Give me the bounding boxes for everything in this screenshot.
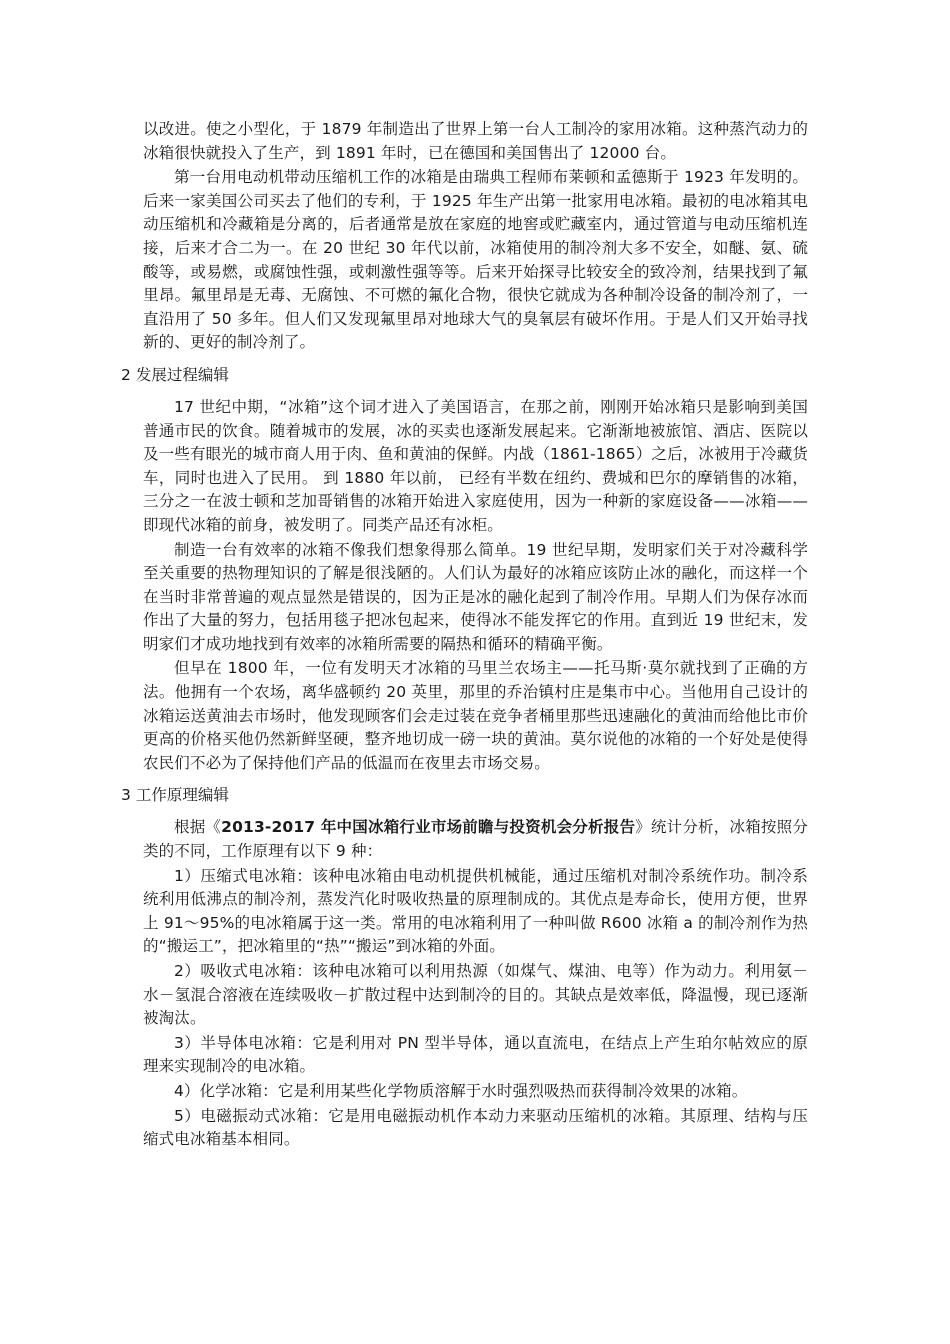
intro-text-after: 》统计分析，冰箱按照分类的不同，工作原理有以下 9 种： [143, 818, 808, 861]
principle-item-compression: 1）压缩式电冰箱：该种电冰箱由电动机提供机械能，通过压缩机对制冷系统作功。制冷系统利用低沸点的制冷剂，蒸发汽化时吸收热量的原理制成的。其优点是寿命长，使用方便，世界上 91～95%的电冰箱属于这一类。常用的电冰箱利用了一种叫做 R600 冰箱 a 的制冷剂作为热的“搬运工”，把冰箱里的“热”“搬运”到冰箱的外面。 [143, 866, 808, 956]
section-title: 工作原理 [135, 786, 198, 805]
section-number: 3 [121, 786, 131, 805]
principle-item-absorption: 2）吸收式电冰箱：该种电冰箱可以利用热源（如煤气、煤油、电等）作为动力。利用氨－水－氢混合溶液在连续吸收－扩散过程中达到制冷的目的。其缺点是效率低，降温慢，现已逐渐被淘汰。 [143, 962, 808, 1028]
intro-paragraph-continuation: 以改进。使之小型化，于 1879 年制造出了世界上第一台人工制冷的家用冰箱。这种蒸汽动力的冰箱很快就投入了生产，到 1891 年时，已在德国和美国售出了 12000 台。 [143, 120, 808, 162]
principle-item-semiconductor: 3）半导体电冰箱：它是利用对 PN 型半导体，通以直流电，在结点上产生珀尔帖效应的原理来实现制冷的电冰箱。 [143, 1033, 808, 1076]
intro-text-before: 根据《 [174, 818, 222, 837]
principle-item-electromagnetic: 5）电磁振动式冰箱：它是用电磁振动机作本动力来驱动压缩机的冰箱。其原理、结构与压缩式电冰箱基本相同。 [143, 1106, 808, 1149]
section-number: 2 [121, 365, 131, 384]
edit-link[interactable]: 编辑 [197, 786, 229, 805]
edit-link[interactable]: 编辑 [197, 365, 229, 384]
development-paragraph: 制造一台有效率的冰箱不像我们想象得那么简单。19 世纪早期，发明家们关于对冷藏科学至关重要的热物理知识的了解是很浅陋的。人们认为最好的冰箱应该防止冰的融化，而这样一个在当时非常普遍的观点显然是错误的，因为正是冰的融化起到了制冷作用。早期人们为保存冰而作出了大量的努力，包括用毯子把冰包起来，使得冰不能发挥它的作用。直到近 19 世纪末，发明家们才成功地找到有效率的冰箱所需要的隔热和循环的精确平衡。 [143, 540, 808, 653]
section-heading-development [121, 363, 808, 387]
section-title: 发展过程 [135, 365, 198, 384]
report-title: 2013-2017 年中国冰箱行业市场前瞻与投资机会分析报告 [221, 818, 636, 837]
development-paragraph: 但早在 1800 年，一位有发明天才冰箱的马里兰农场主——托马斯·莫尔就找到了正确的方法。他拥有一个农场，离华盛顿约 20 英里，那里的乔治镇村庄是集市中心。当他用自己设计的冰箱运送黄油去市场时，他发现顾客们会走过装在竞争者桶里那些迅速融化的黄油而给他比市价更高的价格买他仍然新鲜坚硬，整齐地切成一磅一块的黄油。莫尔说他的冰箱的一个好处是使得农民们不必为了保持他们产品的低温而在夜里去市场交易。 [143, 659, 808, 772]
intro-paragraph-compressor-history: 第一台用电动机带动压缩机工作的冰箱是由瑞典工程师布莱顿和孟德斯于 1923 年发明的。后来一家美国公司买去了他们的专利，于 1925 年生产出第一批家用电冰箱。最初的电冰箱其电动压缩机和冷藏箱是分离的，后者通常是放在家庭的地窖或贮藏室内，通过管道与电动压缩机连接，后来才合二为一。在 20 世纪 30 年代以前，冰箱使用的制冷剂大多不安全，如醚、氨、硫酸等，或易燃，或腐蚀性强，或刺激性强等等。后来开始探寻比较安全的致冷剂，结果找到了氟里昂。氟里昂是无毒、无腐蚀、不可燃的氟化合物，很快它就成为各种制冷设备的制冷剂了，一直沿用了 50 多年。但人们又发现氟里昂对地球大气的臭氧层有破坏作用。于是人们又开始寻找新的、更好的制冷剂了。 [143, 168, 808, 352]
principle-intro-paragraph [143, 816, 808, 863]
principle-item-chemical: 4）化学冰箱：它是利用某些化学物质溶解于水时强烈吸热而获得制冷效果的冰箱。 [174, 1081, 748, 1100]
section-heading-working-principle [121, 783, 808, 807]
development-paragraph: 17 世纪中期，“冰箱”这个词才进入了美国语言，在那之前，刚刚开始冰箱只是影响到美国普通市民的饮食。随着城市的发展，冰的买卖也逐渐发展起来。它渐渐地被旅馆、酒店、医院以及一些有眼光的城市商人用于肉、鱼和黄油的保鲜。内战（1861-1865）之后，冰被用于冷藏货车，同时也进入了民用。 到 1880 年以前， 已经有半数在纽约、费城和巴尔的摩销售的冰箱， 三分之一在波士顿和芝加哥销售的冰箱开始进入家庭使用，因为一种新的家庭设备——冰箱——即现代冰箱的前身，被发明了。同类产品还有冰柜。 [143, 397, 808, 534]
